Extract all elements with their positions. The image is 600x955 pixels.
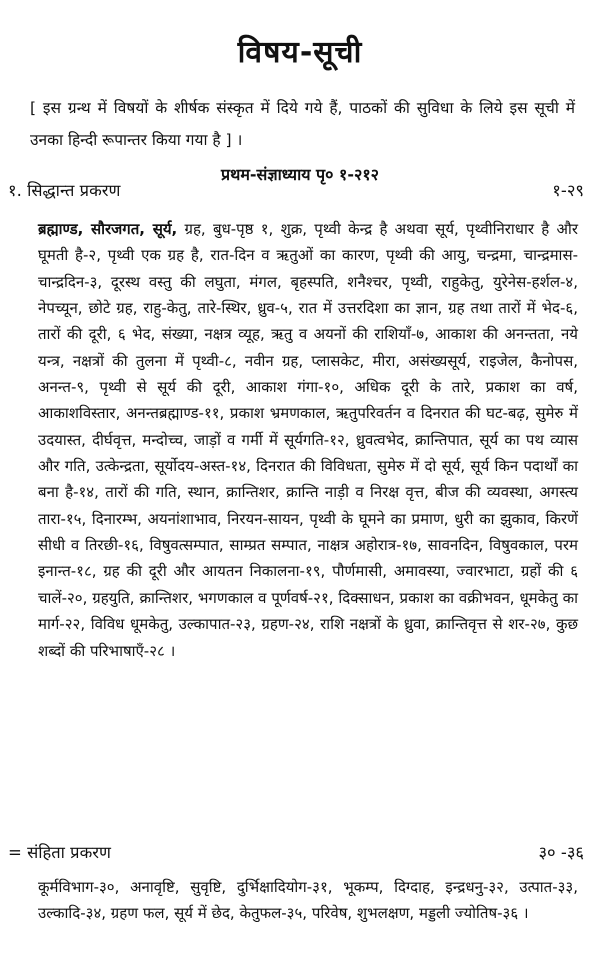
section-entries bbox=[38, 874, 578, 927]
section-title: १. सिद्धान्त प्रकरण bbox=[8, 181, 121, 200]
chapter-heading: प्रथम-संज्ञाध्याय पृ० १-२१२ bbox=[221, 165, 379, 184]
section-page-range: १-२९ bbox=[552, 181, 584, 200]
intro-note: [ इस ग्रन्थ में विषयों के शीर्षक संस्कृत में दिये गये हैं, पाठकों की सुविधा के लिये इस सूची में उनका हिन्दी रूपान्तर किया गया है ] । bbox=[30, 99, 575, 149]
section-page-range: ३० -३६ bbox=[538, 843, 584, 862]
section-heading bbox=[0, 178, 600, 204]
section-title: = संहिता प्रकरण bbox=[8, 843, 111, 862]
page-title: विषय-सूची bbox=[237, 35, 363, 70]
section-entries bbox=[38, 216, 578, 664]
section-heading bbox=[0, 840, 600, 866]
section-entry-text: कूर्मविभाग-३०, अनावृष्टि, सुवृष्टि, दुर्भिक्षादियोग-३१, भूकम्प, दिग्दाह, इन्द्रधनु-३२, उत्पात-३३, उल्कादि-३४, ग्रहण फल, सूर्य में छेद, केतुफल-३५, परिवेष, शुभलक्षण, मड्डली ज्योतिष-३६ । bbox=[38, 878, 578, 923]
section-entry-text: ग्रह, बुध-पृष्ठ १, शुक्र, पृथ्वी केन्द्र है अथवा सूर्य, पृथ्वीनिराधार है और घूमती है-२, पृथ्वी एक ग्रह है, रात-दिन व ऋतुओं का कारण, पृथ्वी की आयु, चन्द्रमा, चान्द्रमास-चान्द्रदिन-३, दूरस्थ वस्तु की लघुता, मंगल, बृहस्पति, शनैश्चर, पृथ्वी, राहुकेतु, युरेनेस-हर्शल-४, नेपच्यून, छोटे ग्रह, राहु-केतु, तारे-स्थिर, ध्रुव-५, रात में उत्तरदिशा का ज्ञान, ग्रह तथा तारों में भेद-६, तारों की दूरी, ६ भेद, संख्या, नक्षत्र व्यूह, ऋतु व अयनों की राशियाँ-७, आकाश की अनन्तता, नये यन्त्र, नक्षत्रों की तुलना में पृथ्वी-८, नवीन ग्रह, प्लासकेट, मीरा, असंख्यसूर्य, राइजेल, कैनोपस, अनन्त-९, पृथ्वी से सूर्य की दूरी, आकाश गंगा-१०, अधिक दूरी के तारे, प्रकाश का वर्ष, आकाशविस्तार, अनन्तब्रह्माण्ड-११, प्रकाश भ्रमणकाल, ऋतुपरिवर्तन व दिनरात की घट-बढ़, सुमेरु में उदयास्त, दीर्घवृत्त, मन्दोच्च, जाड़ों व गर्मी में सूर्यगति-१२, ध्रुवत्वभेद, क्रान्तिपात, सूर्य का पथ व्यास और गति, उत्केन्द्रता, सूर्योदय-अस्त-१४, दिनरात की विविधता, सुमेरु में दो सूर्य, सूर्य किन पदार्थों का बना है-१४, तारों की गति, स्थान, क्रान्तिशर, क्रान्ति नाड़ी व निरक्ष वृत्त, बीज की व्यवस्था, अगस्त्य तारा-१५, दिनारम्भ, अयनांशाभाव, निरयन-सायन, पृथ्वी के घूमने का प्रमाण, धुरी का झुकाव, किरणें सीधी व तिरछी-१६, विषुवत्सम्पात, साम्प्रत सम्पात, नाक्षत्र अहोरात्र-१७, सावनदिन, विषुवकाल, परम इनान्त-१८, ग्रह की दूरी और आयतन निकालना-१९, पौर्णमासी, अमावस्या, ज्वारभाटा, ग्रहों की ६ चालें-२०, ग्रहयुति, क्रान्तिशर, भगणकाल व पूर्णवर्ष-२१, दिक्साधन, प्रकाश का वक्रीभवन, धूमकेतु का मार्ग-२२, विविध धूमकेतु, उल्कापात-२३, ग्रहण-२४, राशि नक्षत्रों के ध्रुवा, क्रान्तिवृत्त से शर-२७, कुछ शब्दों की परिभाषाएँ-२८ । bbox=[38, 220, 578, 660]
section-lead-terms: ब्रह्माण्ड, सौरजगत, सूर्य, bbox=[38, 220, 178, 238]
